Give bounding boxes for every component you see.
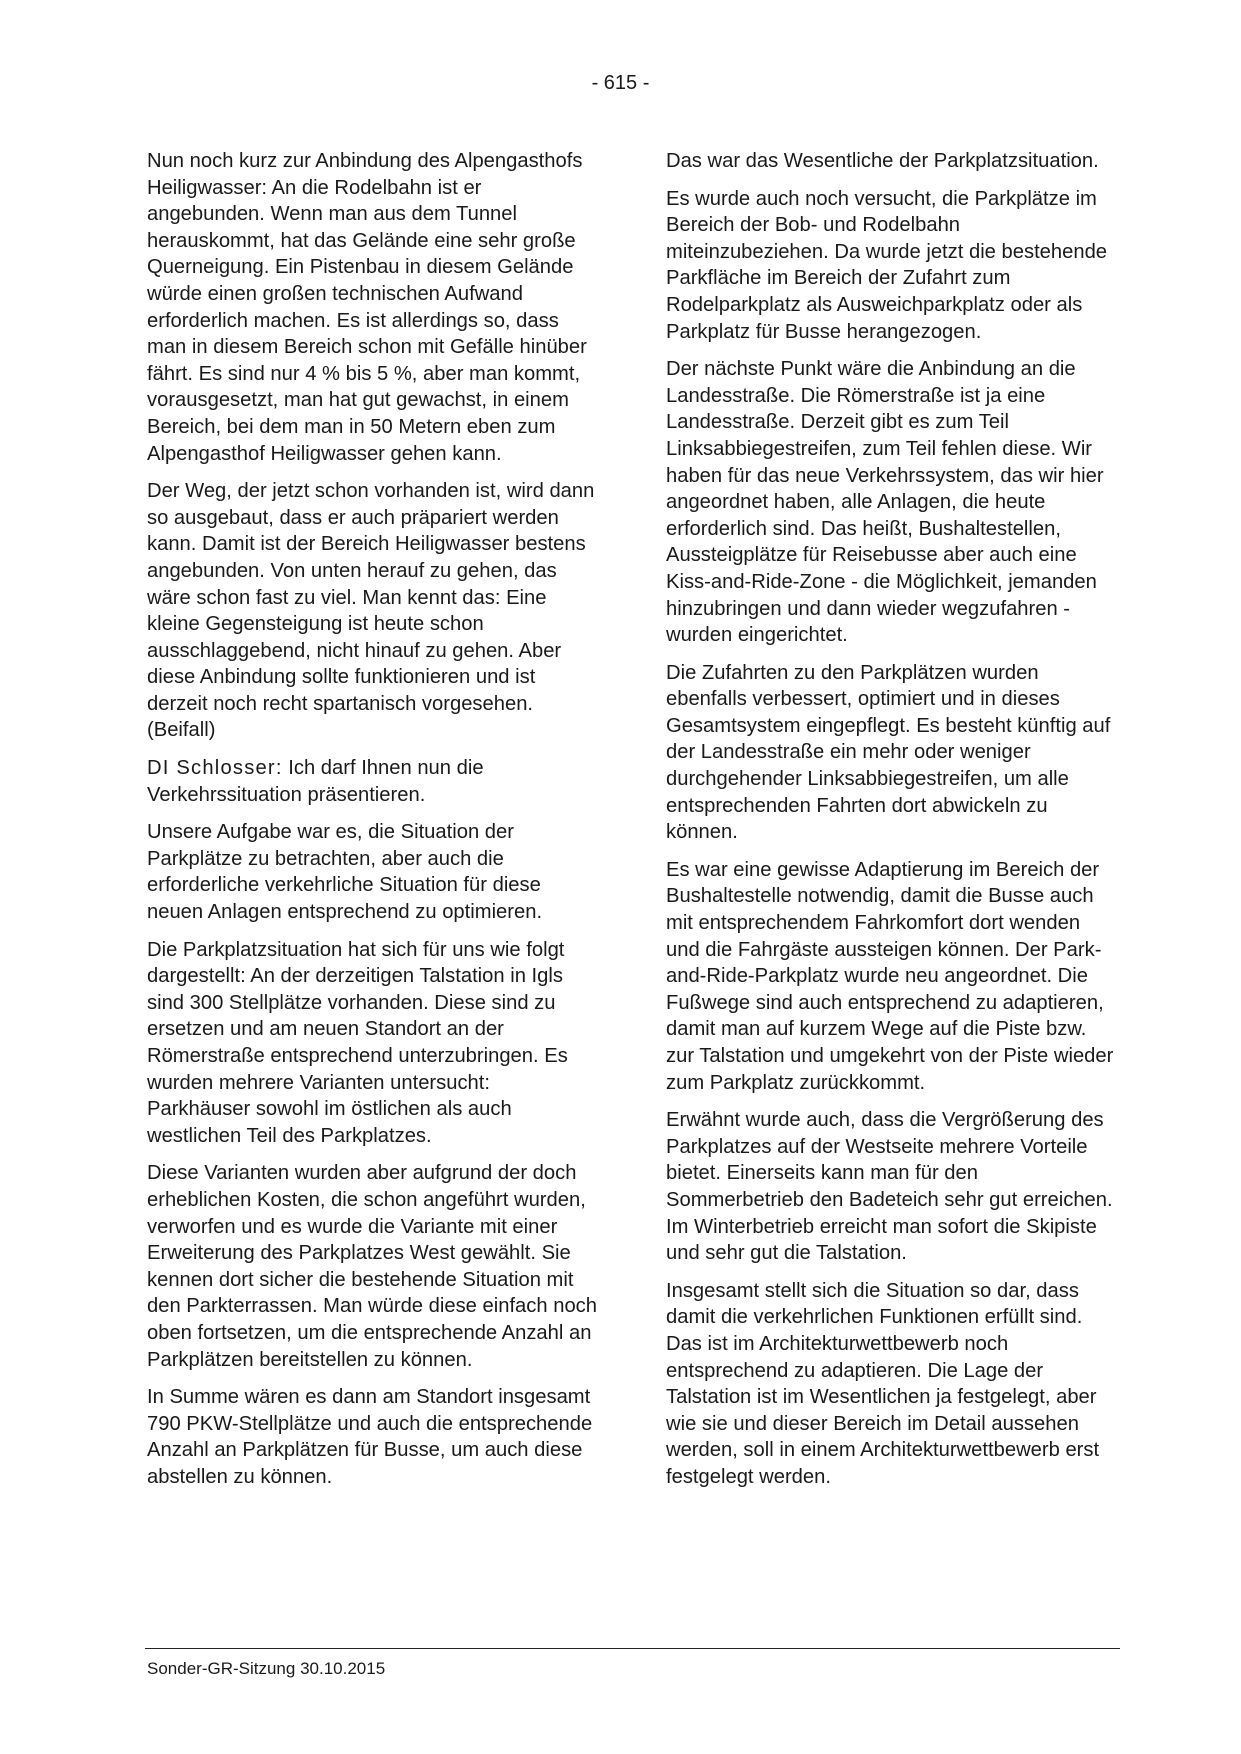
speaker-text: Ich darf Ihnen nun die Verkehrssituation präsentieren. (147, 757, 484, 806)
paragraph: Das war das Wesentliche der Parkplatzsituation. (666, 150, 1099, 172)
right-column (666, 148, 1116, 1502)
footer-text: Sonder-GR-Sitzung 30.10.2015 (147, 1659, 386, 1678)
paragraph: Unsere Aufgabe war es, die Situation der Parkplätze zu betrachten, aber auch die erforderliche verkehrliche Situation für diese neuen Anlagen entsprechend zu optimieren. (147, 821, 543, 924)
speaker-name: DI Schlosser: (147, 757, 283, 780)
paragraph: Insgesamt stellt sich die Situation so dar, dass damit die verkehrlichen Funktionen erfüllt sind. Das ist im Architekturwettbewerb noch entsprechend zu adaptieren. Die Lage der Talstation ist im Wesentlichen ja festgelegt, aber wie sie und dieser Bereich im Detail aussehen werden, soll in einem Architekturwettbewerb erst festgelegt werden. (666, 1279, 1100, 1488)
paragraph: Erwähnt wurde auch, dass die Vergrößerung des Parkplatzes auf der Westseite mehrere Vorteile bietet. Einerseits kann man für den Sommerbetrieb den Badeteich sehr gut erreichen. Im Winterbetrieb erreicht man sofort die Skipiste und sehr gut die Talstation. (666, 1109, 1113, 1265)
left-column (147, 148, 597, 1502)
footer-divider (145, 1648, 1120, 1649)
paragraph: Es war eine gewisse Adaptierung im Bereich der Bushaltestelle notwendig, damit die Busse auch mit entsprechendem Fahrkomfort dort wenden und die Fahrgäste aussteigen können. Der Park-and-Ride-Parkplatz wurde neu angeordnet. Die Fußwege sind auch entsprechend zu adaptieren, damit man auf kurzem Wege auf die Piste bzw. zur Talstation und umgekehrt von der Piste wieder zum Parkplatz zurückkommt. (666, 858, 1114, 1094)
page-number: - 615 - (591, 72, 650, 94)
paragraph: Nun noch kurz zur Anbindung des Alpengasthofs Heiligwasser: An die Rodelbahn ist er angebunden. Wenn man aus dem Tunnel herauskommt, hat das Gelände eine sehr große Querneigung. Ein Pistenbau in diesem Gelände würde einen großen technischen Aufwand erforderlich machen. Es ist allerdings so, dass man in diesem Bereich schon mit Gefälle hinüber fährt. Es sind nur 4 % bis 5 %, aber man kommt, vorausgesetzt, man hat gut gewachst, in einem Bereich, bei dem man in 50 Metern eben zum Alpengasthof Heiligwasser gehen kann. (147, 150, 587, 465)
paragraph: Die Parkplatzsituation hat sich für uns wie folgt dargestellt: An der derzeitigen Talstation in Igls sind 300 Stellplätze vorhanden. Diese sind zu ersetzen und am neuen Standort an der Römerstraße entsprechend unterzubringen. Es wurden mehrere Varianten untersucht: Parkhäuser sowohl im östlichen als auch westlichen Teil des Parkplatzes. (147, 938, 568, 1147)
speaker-paragraph (147, 755, 597, 808)
paragraph: Der nächste Punkt wäre die Anbindung an die Landesstraße. Die Römerstraße ist ja eine Landesstraße. Derzeit gibt es zum Teil Linksabbiegestreifen, zum Teil fehlen diese. Wir haben für das neue Verkehrssystem, das wir hier angeordnet haben, alle Anlagen, die heute erforderlich sind. Das heißt, Bushaltestellen, Aussteigplätze für Reisebusse aber auch eine Kiss-and-Ride-Zone - die Möglichkeit, jemanden hinzubringen und dann wieder wegzufahren - wurden eingerichtet. (666, 358, 1104, 647)
paragraph: In Summe wären es dann am Standort insgesamt 790 PKW-Stellplätze und auch die entsprechende Anzahl an Parkplätzen für Busse, um auch diese abstellen zu können. (147, 1386, 593, 1488)
paragraph: Der Weg, der jetzt schon vorhanden ist, wird dann so ausgebaut, dass er auch präpariert werden kann. Damit ist der Bereich Heiligwasser bestens angebunden. Von unten herauf zu gehen, das wäre schon fast zu viel. Man kennt das: Eine kleine Gegensteigung ist heute schon ausschlaggebend, nicht hinauf zu gehen. Aber diese Anbindung sollte funktionieren und ist derzeit noch recht spartanisch vorgesehen. (Beifall) (147, 480, 595, 742)
paragraph: Es wurde auch noch versucht, die Parkplätze im Bereich der Bob- und Rodelbahn miteinzubeziehen. Da wurde jetzt die bestehende Parkfläche im Bereich der Zufahrt zum Rodelparkplatz als Ausweichparkplatz oder als Parkplatz für Busse herangezogen. (666, 187, 1108, 343)
paragraph: Die Zufahrten zu den Parkplätzen wurden ebenfalls verbessert, optimiert und in dieses Gesamtsystem eingepflegt. Es besteht künftig auf der Landesstraße ein mehr oder weniger durchgehender Linksabbiegestreifen, um alle entsprechenden Fahrten dort abwickeln zu können. (666, 661, 1111, 844)
paragraph: Diese Varianten wurden aber aufgrund der doch erheblichen Kosten, die schon angeführt wurden, verworfen und es wurde die Variante mit einer Erweiterung des Parkplatzes West gewählt. Sie kennen dort sicher die bestehende Situation mit den Parkterrassen. Man würde diese einfach noch oben fortsetzen, um die entsprechende Anzahl an Parkplätzen bereitstellen zu können. (147, 1162, 597, 1371)
